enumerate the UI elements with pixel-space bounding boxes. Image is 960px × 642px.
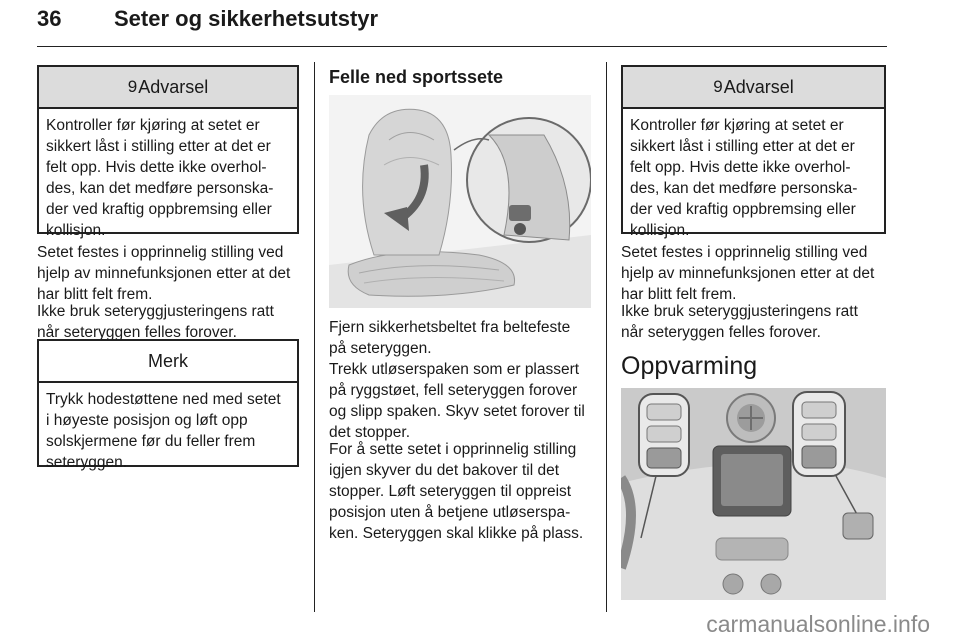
col2-paragraph-1 bbox=[329, 317, 599, 359]
section-heading-fold-seat: Felle ned sportssete bbox=[329, 67, 504, 87]
text-line: Trekk utløserspaken som er plassert bbox=[329, 361, 580, 378]
warning-text bbox=[623, 109, 884, 249]
text-line: solskjermene før du feller frem bbox=[46, 433, 256, 450]
text-line: det stopper. bbox=[329, 424, 411, 441]
text-line: der ved kraftig oppbremsing eller bbox=[46, 201, 272, 218]
warning-box-2 bbox=[621, 65, 886, 239]
col2-paragraph-3 bbox=[329, 439, 599, 544]
warning-icon: 9 bbox=[713, 77, 723, 96]
text-line: på seteryggen. bbox=[329, 340, 432, 357]
warning-title: Advarsel bbox=[138, 76, 209, 97]
dashboard-heating-image bbox=[621, 388, 886, 600]
warning-title: Advarsel bbox=[723, 76, 794, 97]
text-line: seteryggen. bbox=[46, 454, 127, 471]
column-divider-2 bbox=[606, 62, 607, 612]
text-line: des, kan det medføre personska- bbox=[630, 180, 858, 197]
text-line: Ikke bruk seteryggjusteringens ratt bbox=[621, 303, 858, 320]
text-line: Setet festes i opprinnelig stilling ved bbox=[621, 244, 868, 261]
text-line: kollisjon. bbox=[46, 222, 106, 239]
note-title: Merk bbox=[39, 341, 297, 383]
heating-illustration bbox=[621, 388, 886, 600]
text-line: på ryggstøet, fell seteryggen forover bbox=[329, 382, 578, 399]
text-line: og slipp spaken. Skyv setet forover til bbox=[329, 403, 585, 420]
col2-paragraph-2 bbox=[329, 359, 599, 443]
warning-header bbox=[39, 67, 297, 109]
text-line: Trykk hodestøttene ned med setet bbox=[46, 391, 281, 408]
col1-paragraph-1 bbox=[37, 242, 302, 305]
warning-text bbox=[39, 109, 297, 249]
text-line: felt opp. Hvis dette ikke overhol- bbox=[630, 159, 851, 176]
text-line: når seteryggen felles forover. bbox=[37, 324, 237, 341]
section-heading-heating: Oppvarming bbox=[621, 352, 758, 380]
text-line: sikkert låst i stilling etter at det er bbox=[630, 138, 855, 155]
text-line: des, kan det medføre personska- bbox=[46, 180, 274, 197]
text-line: i høyeste posisjon og løft opp bbox=[46, 412, 248, 429]
text-line: når seteryggen felles forover. bbox=[621, 324, 821, 341]
text-line: Kontroller før kjøring at setet er bbox=[46, 117, 260, 134]
text-line: Fjern sikkerhetsbeltet fra beltefeste bbox=[329, 319, 571, 336]
text-line: hjelp av minnefunksjonen etter at det bbox=[37, 265, 291, 282]
text-line: har blitt felt frem. bbox=[37, 286, 153, 303]
header-rule bbox=[37, 46, 887, 47]
warning-box-1 bbox=[37, 65, 299, 239]
note-text bbox=[39, 383, 297, 481]
text-line: Ikke bruk seteryggjusteringens ratt bbox=[37, 303, 274, 320]
text-line: har blitt felt frem. bbox=[621, 286, 737, 303]
text-line: igjen skyver du det bakover til det bbox=[329, 462, 560, 479]
col1-paragraph-2 bbox=[37, 301, 302, 343]
text-line: hjelp av minnefunksjonen etter at det bbox=[621, 265, 875, 282]
text-line: ken. Seteryggen skal klikke på plass. bbox=[329, 525, 584, 542]
seat-illustration bbox=[329, 95, 591, 308]
col3-paragraph-1 bbox=[621, 242, 891, 305]
text-line: posisjon uten å betjene utløserspa- bbox=[329, 504, 571, 521]
text-line: der ved kraftig oppbremsing eller bbox=[630, 201, 856, 218]
text-line: Setet festes i opprinnelig stilling ved bbox=[37, 244, 284, 261]
text-line: felt opp. Hvis dette ikke overhol- bbox=[46, 159, 267, 176]
text-line: kollisjon. bbox=[630, 222, 690, 239]
text-line: For å sette setet i opprinnelig stilling bbox=[329, 441, 577, 458]
text-line: Kontroller før kjøring at setet er bbox=[630, 117, 844, 134]
warning-header bbox=[623, 67, 884, 109]
col3-paragraph-2 bbox=[621, 301, 891, 343]
note-box bbox=[37, 339, 299, 471]
column-divider-1 bbox=[314, 62, 315, 612]
watermark: carmanualsonline.info bbox=[706, 611, 930, 637]
warning-icon: 9 bbox=[127, 77, 138, 96]
seat-fold-image bbox=[329, 95, 591, 308]
text-line: sikkert låst i stilling etter at det er bbox=[46, 138, 271, 155]
page-number: 36 bbox=[37, 6, 62, 31]
text-line: stopper. Løft seteryggen til oppreist bbox=[329, 483, 572, 500]
page-title: Seter og sikkerhetsutstyr bbox=[114, 6, 379, 31]
page-header bbox=[37, 6, 887, 46]
